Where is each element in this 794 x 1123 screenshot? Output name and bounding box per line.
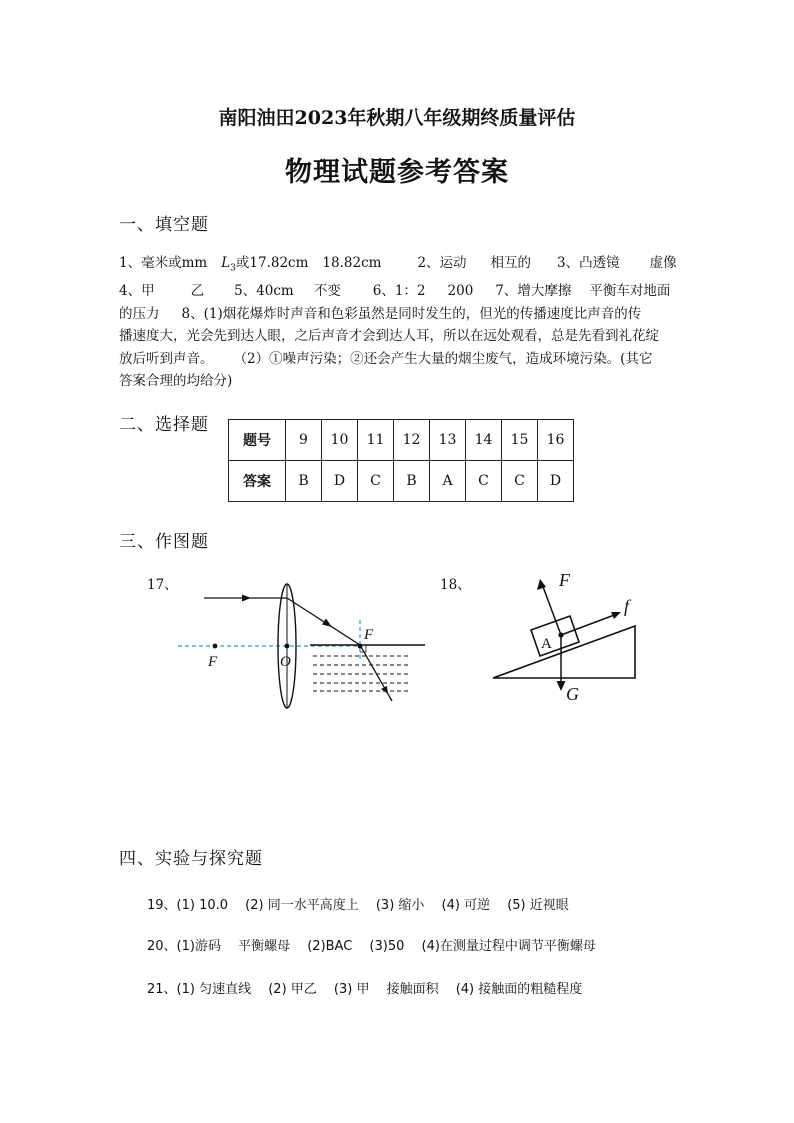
answer-text: 或17.82cm xyxy=(235,255,309,271)
question-number: 13 xyxy=(430,420,466,461)
table-row xyxy=(229,461,574,502)
question-number: 15 xyxy=(502,420,538,461)
question-20-answer: 20、(1)游码 平衡螺母 (2)BAC (3)50 (4)在测量过程中调节平衡螺母 xyxy=(147,939,596,954)
arrow-icon xyxy=(322,619,332,628)
refracted-ray xyxy=(287,598,360,645)
answer-cell: D xyxy=(538,461,574,502)
label-F: F xyxy=(559,570,570,590)
answer-text: 18.82cm xyxy=(322,255,382,271)
answer-text: 虚像 xyxy=(649,255,677,271)
block-A xyxy=(531,616,579,656)
choice-answer-table xyxy=(228,419,574,502)
question-number: 10 xyxy=(322,420,358,461)
answer-text: 4、甲 xyxy=(119,283,155,300)
answer-cell: B xyxy=(286,461,322,502)
answer-text: 放后听到声音。 xyxy=(119,350,214,367)
arrow-icon xyxy=(242,595,251,602)
answer-text: 1、毫米或mm xyxy=(119,255,208,271)
fill-in-answers xyxy=(119,252,677,393)
label-G: G xyxy=(566,684,579,704)
fill-line-1 xyxy=(119,252,677,280)
row-label-answer: 答案 xyxy=(229,461,286,502)
question-17-label: 17、 xyxy=(147,577,178,593)
answer-cell: D xyxy=(322,461,358,502)
answer-text: 的压力 xyxy=(119,305,160,322)
incline-force-diagram xyxy=(485,568,645,708)
answer-cell: A xyxy=(430,461,466,502)
answer-text: （2）①噪声污染；②还会产生大量的烟尘废气，造成环境污染。(其它 xyxy=(233,350,653,367)
question-number: 16 xyxy=(538,420,574,461)
answer-cell: C xyxy=(358,461,394,502)
answer-text: 3、凸透镜 xyxy=(557,255,620,271)
fill-line-3 xyxy=(119,303,677,326)
label-F-left: F xyxy=(208,654,218,670)
answer-text: 乙 xyxy=(190,283,205,300)
lens-refraction-diagram xyxy=(170,578,435,718)
answer-text: 相互的 xyxy=(490,255,532,271)
row-label-question: 题号 xyxy=(229,420,286,461)
answer-text: 200 xyxy=(447,283,474,300)
answer-subscript: 3 xyxy=(230,263,236,274)
section-heading-choice: 二、选择题 xyxy=(119,415,209,435)
label-F-right: F xyxy=(364,627,374,643)
water-hatching xyxy=(313,656,408,691)
table-row xyxy=(229,420,574,461)
answer-text: 平衡车对地面 xyxy=(589,283,671,300)
answer-title: 物理试题参考答案 xyxy=(285,157,509,188)
label-O: O xyxy=(280,654,291,670)
answer-text: 2、运动 xyxy=(417,255,467,271)
label-A: A xyxy=(541,636,552,652)
arrow-icon xyxy=(557,681,566,691)
answer-cell: B xyxy=(394,461,430,502)
answer-cell: C xyxy=(466,461,502,502)
question-number: 14 xyxy=(466,420,502,461)
fill-line-2 xyxy=(119,280,677,303)
answer-text: 7、增大摩擦 xyxy=(495,283,572,300)
answer-text: 5、40cm xyxy=(234,283,294,300)
fill-line-4: 播速度大，光会先到达人眼，之后声音才会到达人耳，所以在远处观看，总是先看到礼花绽 xyxy=(119,328,659,345)
answer-cell: C xyxy=(502,461,538,502)
answer-text: 8、(1)烟花爆炸时声音和色彩虽然是同时发生的，但光的传播速度比声音的传 xyxy=(181,305,642,322)
answer-text: 不变 xyxy=(313,283,341,300)
section-heading-experiment: 四、实验与探究题 xyxy=(119,849,263,869)
arrow-icon xyxy=(611,612,621,619)
question-number: 11 xyxy=(358,420,394,461)
answer-text: 6、1：2 xyxy=(372,283,426,300)
label-f: f xyxy=(624,596,630,616)
answer-symbol: L xyxy=(221,255,231,271)
exam-title: 南阳油田2023年秋期八年级期终质量评估 xyxy=(218,107,576,129)
focal-point-left xyxy=(213,644,218,649)
optical-center xyxy=(285,644,290,649)
section-heading-fill-in: 一、填空题 xyxy=(119,215,209,235)
fill-line-6: 答案合理的均给分) xyxy=(119,373,233,390)
question-number: 9 xyxy=(286,420,322,461)
question-number: 12 xyxy=(394,420,430,461)
fill-line-5 xyxy=(119,348,677,371)
section-heading-drawing: 三、作图题 xyxy=(119,532,209,552)
question-21-answer: 21、(1) 匀速直线 (2) 甲乙 (3) 甲 接触面积 (4) 接触面的粗糙程度 xyxy=(147,982,583,997)
arrow-icon xyxy=(537,579,546,590)
question-19-answer: 19、(1) 10.0 (2) 同一水平高度上 (3) 缩小 (4) 可逆 (5) 近视眼 xyxy=(147,898,569,913)
question-18-label: 18、 xyxy=(440,577,471,593)
